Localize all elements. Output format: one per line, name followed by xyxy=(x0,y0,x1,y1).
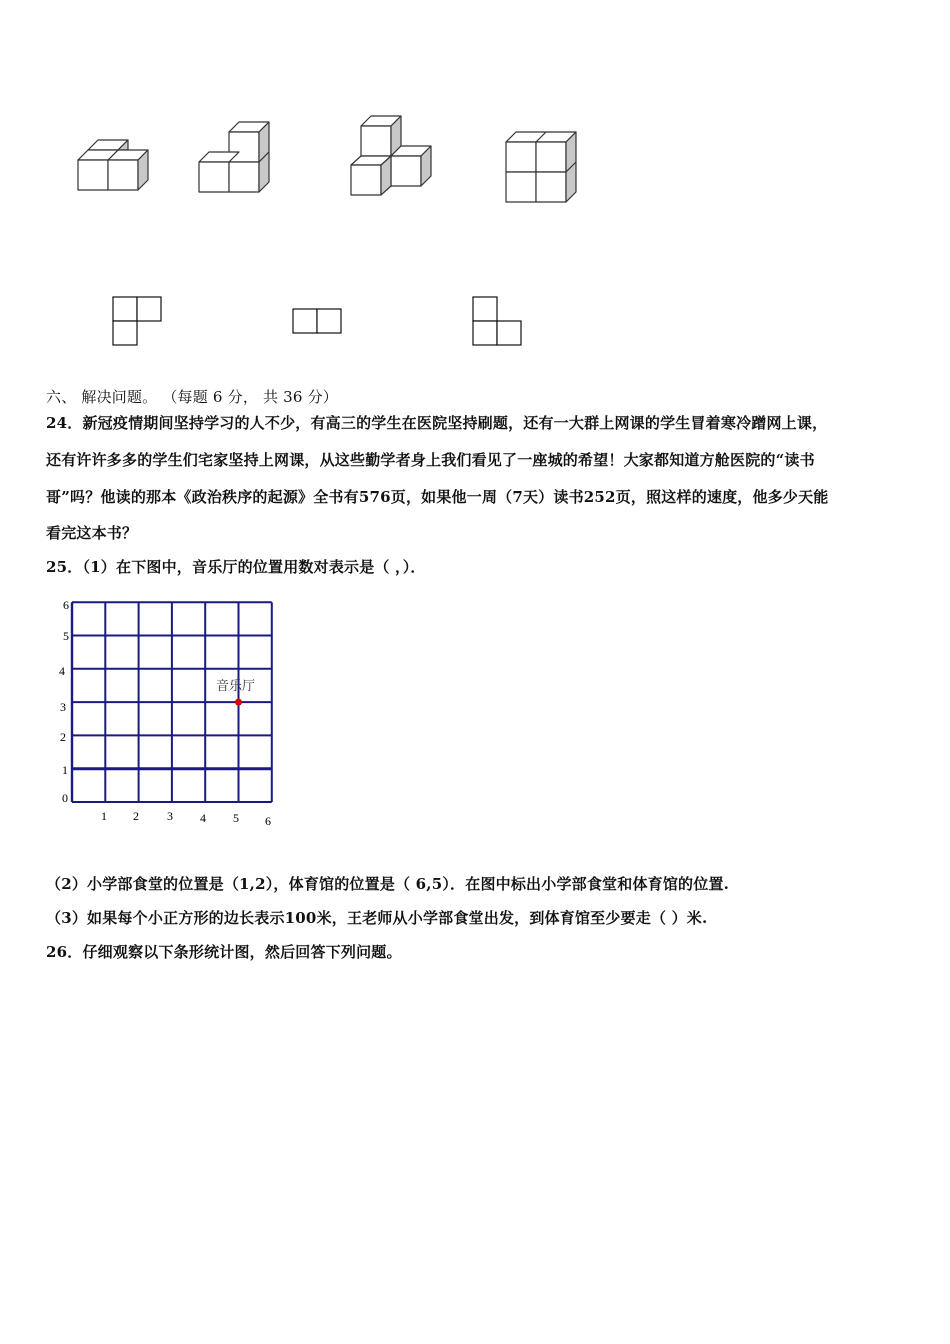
q24-line-4: 看完这本书？ xyxy=(46,524,138,542)
coordinate-grid xyxy=(50,590,290,835)
q25-part-3: （3）如果每个小正方形的边长表示100米，王老师从小学部食堂出发，到体育馆至少要走（ ）米. xyxy=(46,909,708,927)
y-label: 2 xyxy=(60,730,66,744)
cube-figure-1 xyxy=(78,140,148,190)
y-label: 0 xyxy=(62,791,68,805)
view-figure-1 xyxy=(113,297,161,345)
q26-text: 26．仔细观察以下条形统计图，然后回答下列问题。 xyxy=(46,943,402,961)
q24-line-1: 24．新冠疫情期间坚持学习的人不少，有高三的学生在医院坚持刷题，还有一大群上网课的学生冒着寒冷蹭网上课， xyxy=(46,414,828,432)
q24-line-2: 还有许许多多的学生们宅家坚持上网课，从这些勤学者身上我们看见了一座城的希望！大家都知道方舱医院的“读书 xyxy=(46,451,815,469)
cube-figures xyxy=(0,100,640,220)
y-label: 4 xyxy=(59,664,65,678)
cube-figure-4 xyxy=(506,132,576,202)
section-heading: 六、 解决问题。 （每题 6 分， 共 36 分） xyxy=(46,388,339,406)
q25-part-1: 25．（1）在下图中，音乐厅的位置用数对表示是（ ，）． xyxy=(46,558,426,576)
x-label: 5 xyxy=(233,811,239,825)
cube-figure-2 xyxy=(199,122,269,192)
view-figure-3 xyxy=(473,297,521,345)
concert-hall-label: 音乐厅 xyxy=(216,678,256,693)
cube-figure-3 xyxy=(351,116,431,195)
q25-part-2: （2）小学部食堂的位置是（1,2），体育馆的位置是（ 6,5）．在图中标出小学部食堂和体育馆的位置. xyxy=(46,875,730,893)
view-figures xyxy=(0,290,640,350)
x-label: 2 xyxy=(133,809,139,823)
view-figure-2 xyxy=(293,309,341,333)
y-label: 1 xyxy=(62,763,68,777)
y-label: 3 xyxy=(60,700,66,714)
x-label: 1 xyxy=(101,809,107,823)
y-label: 6 xyxy=(63,598,69,612)
x-label: 4 xyxy=(200,811,206,825)
concert-hall-point xyxy=(235,699,242,706)
x-label: 6 xyxy=(265,814,271,828)
y-label: 5 xyxy=(63,629,69,643)
x-label: 3 xyxy=(167,809,173,823)
q24-line-3: 哥”吗？他读的那本《政治秩序的起源》全书有576页，如果他一周（7天）读书252页，照这样的速度，他多少天能 xyxy=(46,488,829,506)
